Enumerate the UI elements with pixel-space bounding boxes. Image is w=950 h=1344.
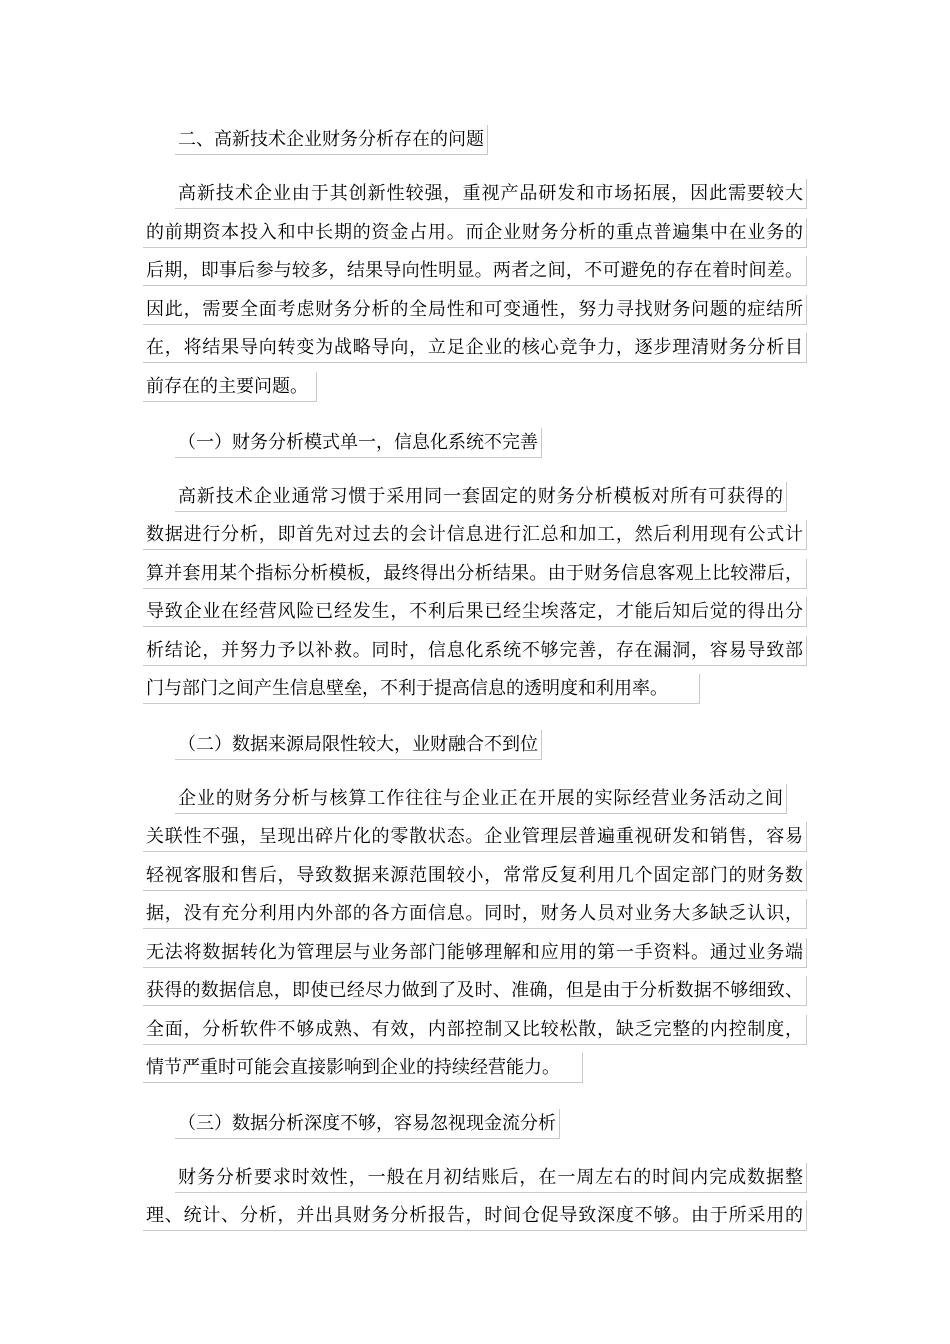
paragraph-line: 理、统计、分析，并出具财务分析报告，时间仓促导致深度不够。由于所采用的 xyxy=(143,1201,807,1231)
paragraph-line: 在，将结果导向转变为战略导向，立足企业的核心竞争力，逐步理清财务分析目 xyxy=(143,333,807,363)
paragraph-line: 导致企业在经营风险已经发生，不利后果已经尘埃落定，才能后知后觉的得出分 xyxy=(143,597,807,627)
subsection-heading: （三）数据分析深度不够，容易忽视现金流分析 xyxy=(175,1109,560,1139)
paragraph-line: 高新技术企业通常习惯于采用同一套固定的财务分析模板对所有可获得的 xyxy=(175,482,787,512)
paragraph-line: 情节严重时可能会直接影响到企业的持续经营能力。 xyxy=(143,1053,583,1083)
paragraph-line: 数据进行分析，即首先对过去的会计信息进行汇总和加工，然后利用现有公式计 xyxy=(143,520,807,550)
paragraph-line: 的前期资本投入和中长期的资金占用。而企业财务分析的重点普遍集中在业务的 xyxy=(143,218,807,248)
paragraph-line: 关联性不强，呈现出碎片化的零散状态。企业管理层普遍重视研发和销售，容易 xyxy=(143,822,807,852)
paragraph-line: 据，没有充分利用内外部的各方面信息。同时，财务人员对业务大多缺乏认识， xyxy=(143,899,807,929)
paragraph-line: 无法将数据转化为管理层与业务部门能够理解和应用的第一手资料。通过业务端 xyxy=(143,938,807,968)
paragraph-line: 前存在的主要问题。 xyxy=(143,372,317,402)
paragraph-line: 因此，需要全面考虑财务分析的全局性和可变通性，努力寻找财务问题的症结所 xyxy=(143,295,807,325)
paragraph-line: 门与部门之间产生信息壁垒，不利于提高信息的透明度和利用率。 xyxy=(143,674,700,704)
paragraph-line: 高新技术企业由于其创新性较强，重视产品研发和市场拓展，因此需要较大 xyxy=(175,179,807,209)
paragraph-line: 算并套用某个指标分析模板，最终得出分析结果。由于财务信息客观上比较滞后， xyxy=(143,559,807,589)
section-heading: 二、高新技术企业财务分析存在的问题 xyxy=(175,125,488,155)
subsection-heading: （二）数据来源局限性较大，业财融合不到位 xyxy=(175,730,542,760)
paragraph-line: 轻视客服和售后，导致数据来源范围较小，常常反复利用几个固定部门的财务数 xyxy=(143,861,807,891)
paragraph-line: 后期，即事后参与较多，结果导向性明显。两者之间，不可避免的存在着时间差。 xyxy=(143,256,807,286)
paragraph-line: 获得的数据信息，即使已经尽力做到了及时、准确，但是由于分析数据不够细致、 xyxy=(143,976,807,1006)
paragraph-line: 全面，分析软件不够成熟、有效，内部控制又比较松散，缺乏完整的内控制度， xyxy=(143,1015,807,1045)
paragraph-line: 企业的财务分析与核算工作往往与企业正在开展的实际经营业务活动之间 xyxy=(175,784,787,814)
paragraph-line: 财务分析要求时效性，一般在月初结账后，在一周左右的时间内完成数据整 xyxy=(175,1163,807,1193)
subsection-heading: （一）财务分析模式单一，信息化系统不完善 xyxy=(175,428,542,458)
paragraph-line: 析结论，并努力予以补救。同时，信息化系统不够完善，存在漏洞，容易导致部 xyxy=(143,636,807,666)
